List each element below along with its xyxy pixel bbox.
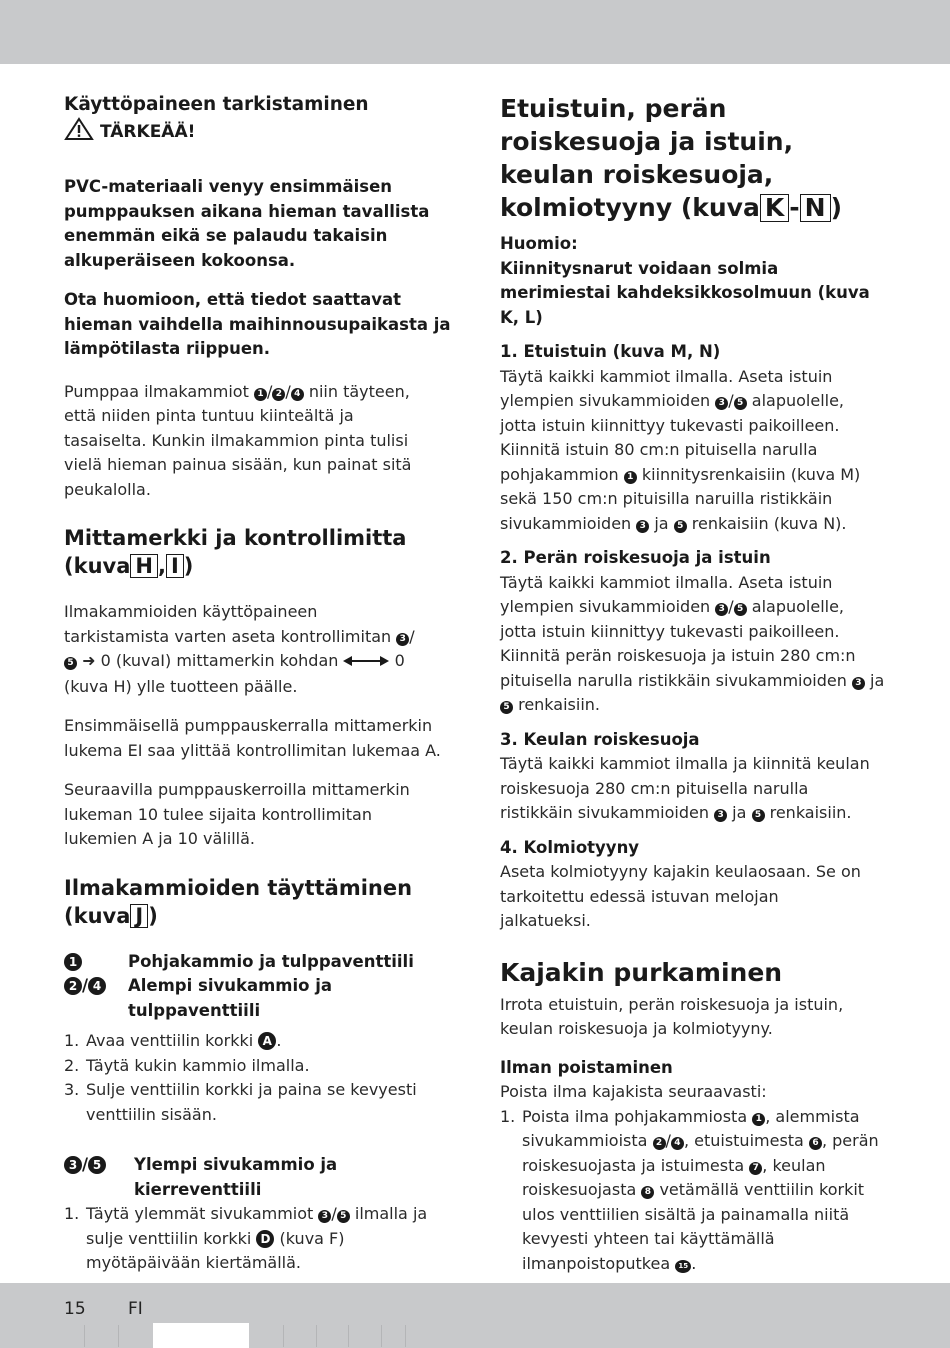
gauge-paragraph: Ilmakammioiden käyttöpaineen tarkistamista varten aseta kontrollimitan 3 /5 ➜ 0 (kuvaI) mittamerkin kohdan 0 (kuva H) ylle tuotteen päälle. <box>64 602 415 696</box>
marker-1-icon: 1 <box>752 1113 765 1126</box>
double-arrow-icon <box>343 650 389 675</box>
marker-4-icon: 4 <box>291 388 304 401</box>
figure-I-label: I <box>166 554 184 578</box>
marker-1-icon: 1 <box>624 471 637 484</box>
first-pump-paragraph: Ensimmäisellä pumppauskerralla mittamerkin lukema EI saa ylittää kontrollimitan lukemaa A. <box>64 716 441 760</box>
cushion-paragraph: Aseta kolmiotyyny kajakin keulaosaan. Se on tarkoitettu edessä istuvan melojan jalkatueksi. <box>500 862 861 930</box>
marker-4-icon: 4 <box>88 977 106 995</box>
right-column <box>500 92 900 1276</box>
figure-H-label: H <box>130 554 158 578</box>
subsection-bow: 3. Keulan roiskesuoja <box>500 729 700 749</box>
language-code: FI <box>128 1299 143 1319</box>
subsection-front-seat: 1. Etuistuin (kuva M, N) <box>500 342 721 361</box>
page-number: 15 <box>64 1299 86 1319</box>
footer-divider <box>118 1325 119 1347</box>
figure-J-label: J <box>130 904 148 928</box>
marker-1-icon: 1 <box>64 953 82 971</box>
disassembly-paragraph: Irrota etuistuin, perän roiskesuoja ja istuin, keulan roiskesuoja ja kolmiotyyny. <box>500 994 844 1038</box>
footer-divider <box>316 1325 317 1347</box>
note-label: Huomio: <box>500 234 578 253</box>
marker-3-icon: 3 <box>396 633 409 646</box>
marker-1-icon: 1 <box>254 388 267 401</box>
marker-5-icon: 5 <box>88 1156 106 1174</box>
list-item: 3. Sulje venttiilin korkki ja paina se kevyesti venttiilin sisään. <box>64 1080 417 1124</box>
marker-7-icon: 7 <box>749 1162 762 1175</box>
front-seat-paragraph: Täytä kaikki kammiot ilmalla. Aseta istuin ylempien sivukammioiden 3 / 5 alapuolelle, jotta istuin kiinnittyy tukevasti paikoilleen. Kiinnitä istuin 80 cm:n pituisella narulla pohjakammion 1 kiinnitysrenkaisiin (kuva M) sekä 150 cm:n pituisilla naruilla ristikkäin sivukammioiden 3 ja 5 renkaisiin (kuva N). <box>500 366 861 533</box>
footer-bar <box>0 1283 950 1348</box>
marker-5-icon: 5 <box>752 809 765 822</box>
next-pump-paragraph: Seuraavilla pumppauskerroilla mittamerkin lukeman 10 tulee sijaita kontrollimitan lukemien A ja 10 välillä. <box>64 780 410 848</box>
marker-5-icon: 5 <box>734 603 747 616</box>
marker-5-icon: 5 <box>674 520 687 533</box>
deflate-intro: Poista ilma kajakista seuraavasti: <box>500 1082 767 1101</box>
figure-K-label: K <box>760 194 789 222</box>
definition-upper-side-chamber: 3 / 5 Ylempi sivukammio ja kierreventtiili <box>64 1153 464 1202</box>
badge-D-icon: D <box>256 1230 274 1248</box>
footer-divider <box>84 1325 85 1347</box>
subsection-rear: 2. Perän roiskesuoja ja istuin <box>500 548 771 567</box>
footer-divider <box>405 1325 406 1347</box>
left-column <box>64 92 464 1276</box>
bow-paragraph: Täytä kaikki kammiot ilmalla ja kiinnitä keulan roiskesuoja 280 cm:n pituisella narulla ristikkäin sivukammioiden 3 ja 5 renkaisiin. <box>500 754 870 822</box>
footer-divider <box>348 1325 349 1347</box>
subsection-cushion: 4. Kolmiotyyny <box>500 837 640 857</box>
warning-line <box>64 117 464 149</box>
section-title-seats: Etuistuin, perän roiskesuoja ja istuin, keulan roiskesuoja, kolmiotyyny (kuva K - N ) <box>500 94 842 222</box>
marker-5-icon: 5 <box>734 397 747 410</box>
section-title-filling: Ilmakammioiden täyttäminen (kuva J ) <box>64 875 413 928</box>
deflate-steps-list <box>500 1105 885 1277</box>
definition-bottom-chamber: 1 Pohjakammio ja tulppaventtiili <box>64 950 464 975</box>
marker-6-icon: 6 <box>809 1137 822 1150</box>
warning-icon <box>64 117 94 149</box>
marker-8-icon: 8 <box>641 1186 654 1199</box>
section-title-disassembly: Kajakin purkaminen <box>500 957 783 987</box>
warning-label: TÄRKEÄÄ! <box>100 122 196 142</box>
marker-5-icon: 5 <box>64 657 77 670</box>
inflate-paragraph: Pumppaa ilmakammiot 1 / 2 / 4 niin täyteen, että niiden pinta tuntuu kiinteältä ja tasaiselta. Kunkin ilmakammion pinta tulisi vielä hieman painua sisään, kun painat sitä peukalolla. <box>64 381 412 499</box>
rear-paragraph: Täytä kaikki kammiot ilmalla. Aseta istuin ylempien sivukammioiden 3 / 5 alapuolelle, jotta istuin kiinnittyy tukevasti paikoilleen. Kiinnitä perän roiskesuoja ja istuin 280 cm:n pituisella narulla ristikkäin sivukammioiden 3 ja 5 renkaisiin. <box>500 572 885 714</box>
note-knots: Kiinnitysnarut voidaan solmia merimiestai kahdeksikkosolmuun (kuva K, L) <box>500 258 870 327</box>
footer-divider <box>381 1325 382 1347</box>
footer-divider <box>283 1325 284 1347</box>
badge-A-icon: A <box>258 1032 276 1050</box>
note-data-variation: Ota huomioon, että tiedot saattavat hieman vaihdella maihinnousupaikasta ja lämpötilasta riippuen. <box>64 290 451 358</box>
marker-4-icon: 4 <box>671 1137 684 1150</box>
marker-3-icon: 3 <box>636 520 649 533</box>
list-item: 1. Avaa venttiilin korkki A . <box>64 1031 282 1050</box>
figure-N-label: N <box>800 194 831 222</box>
marker-5-icon: 5 <box>337 1210 350 1223</box>
marker-2-icon: 2 <box>272 388 285 401</box>
marker-3-icon: 3 <box>715 603 728 616</box>
marker-3-icon: 3 <box>318 1210 331 1223</box>
section-title-pressure: Käyttöpaineen tarkistaminen <box>64 94 369 115</box>
marker-3-icon: 3 <box>64 1156 82 1174</box>
arrow-right-icon: ➜ <box>82 651 96 670</box>
marker-3-icon: 3 <box>715 397 728 410</box>
list-item: 1. Täytä ylemmät sivukammiot 3 / 5 ilmalla ja sulje venttiilin korkki D (kuva F) myötäpäivään kiertämällä. <box>64 1204 428 1272</box>
marker-15-icon: 15 <box>675 1260 691 1273</box>
marker-3-icon: 3 <box>714 809 727 822</box>
list-item: 2. Täytä kukin kammio ilmalla. <box>64 1055 310 1075</box>
footer-tab <box>153 1323 249 1348</box>
header-bar <box>0 0 950 64</box>
section-title-gauge: Mittamerkki ja kontrollimitta (kuva H , I ) <box>64 526 407 578</box>
marker-5-icon: 5 <box>500 701 513 714</box>
filling-steps-list <box>64 1029 424 1127</box>
marker-2-icon: 2 <box>64 977 82 995</box>
marker-2-icon: 2 <box>653 1137 666 1150</box>
note-pvc: PVC-materiaali venyy ensimmäisen pumppauksen aikana hieman tavallista enemmän eikä se palaudu takaisin alkuperäiseen kokoonsa. <box>64 177 430 270</box>
definition-lower-side-chamber: 2 / 4 Alempi sivukammio ja tulppaventtiili <box>64 974 464 1023</box>
marker-3-icon: 3 <box>852 677 865 690</box>
subsection-deflate: Ilman poistaminen <box>500 1057 673 1077</box>
upper-filling-steps-list <box>64 1202 434 1276</box>
list-item: 1. Poista ilma pohjakammiosta 1 , alemmista sivukammioista 2 / 4 , etuistuimesta 6 , perän roiskesuojasta ja istuimesta 7 , keulan roiskesuojasta 8 vetämällä venttiilin korkit ulos venttiilien sisältä ja painamalla niitä kevyesti yhteen tai käyttämällä ilmanpoistoputkea 15 . <box>500 1106 879 1273</box>
